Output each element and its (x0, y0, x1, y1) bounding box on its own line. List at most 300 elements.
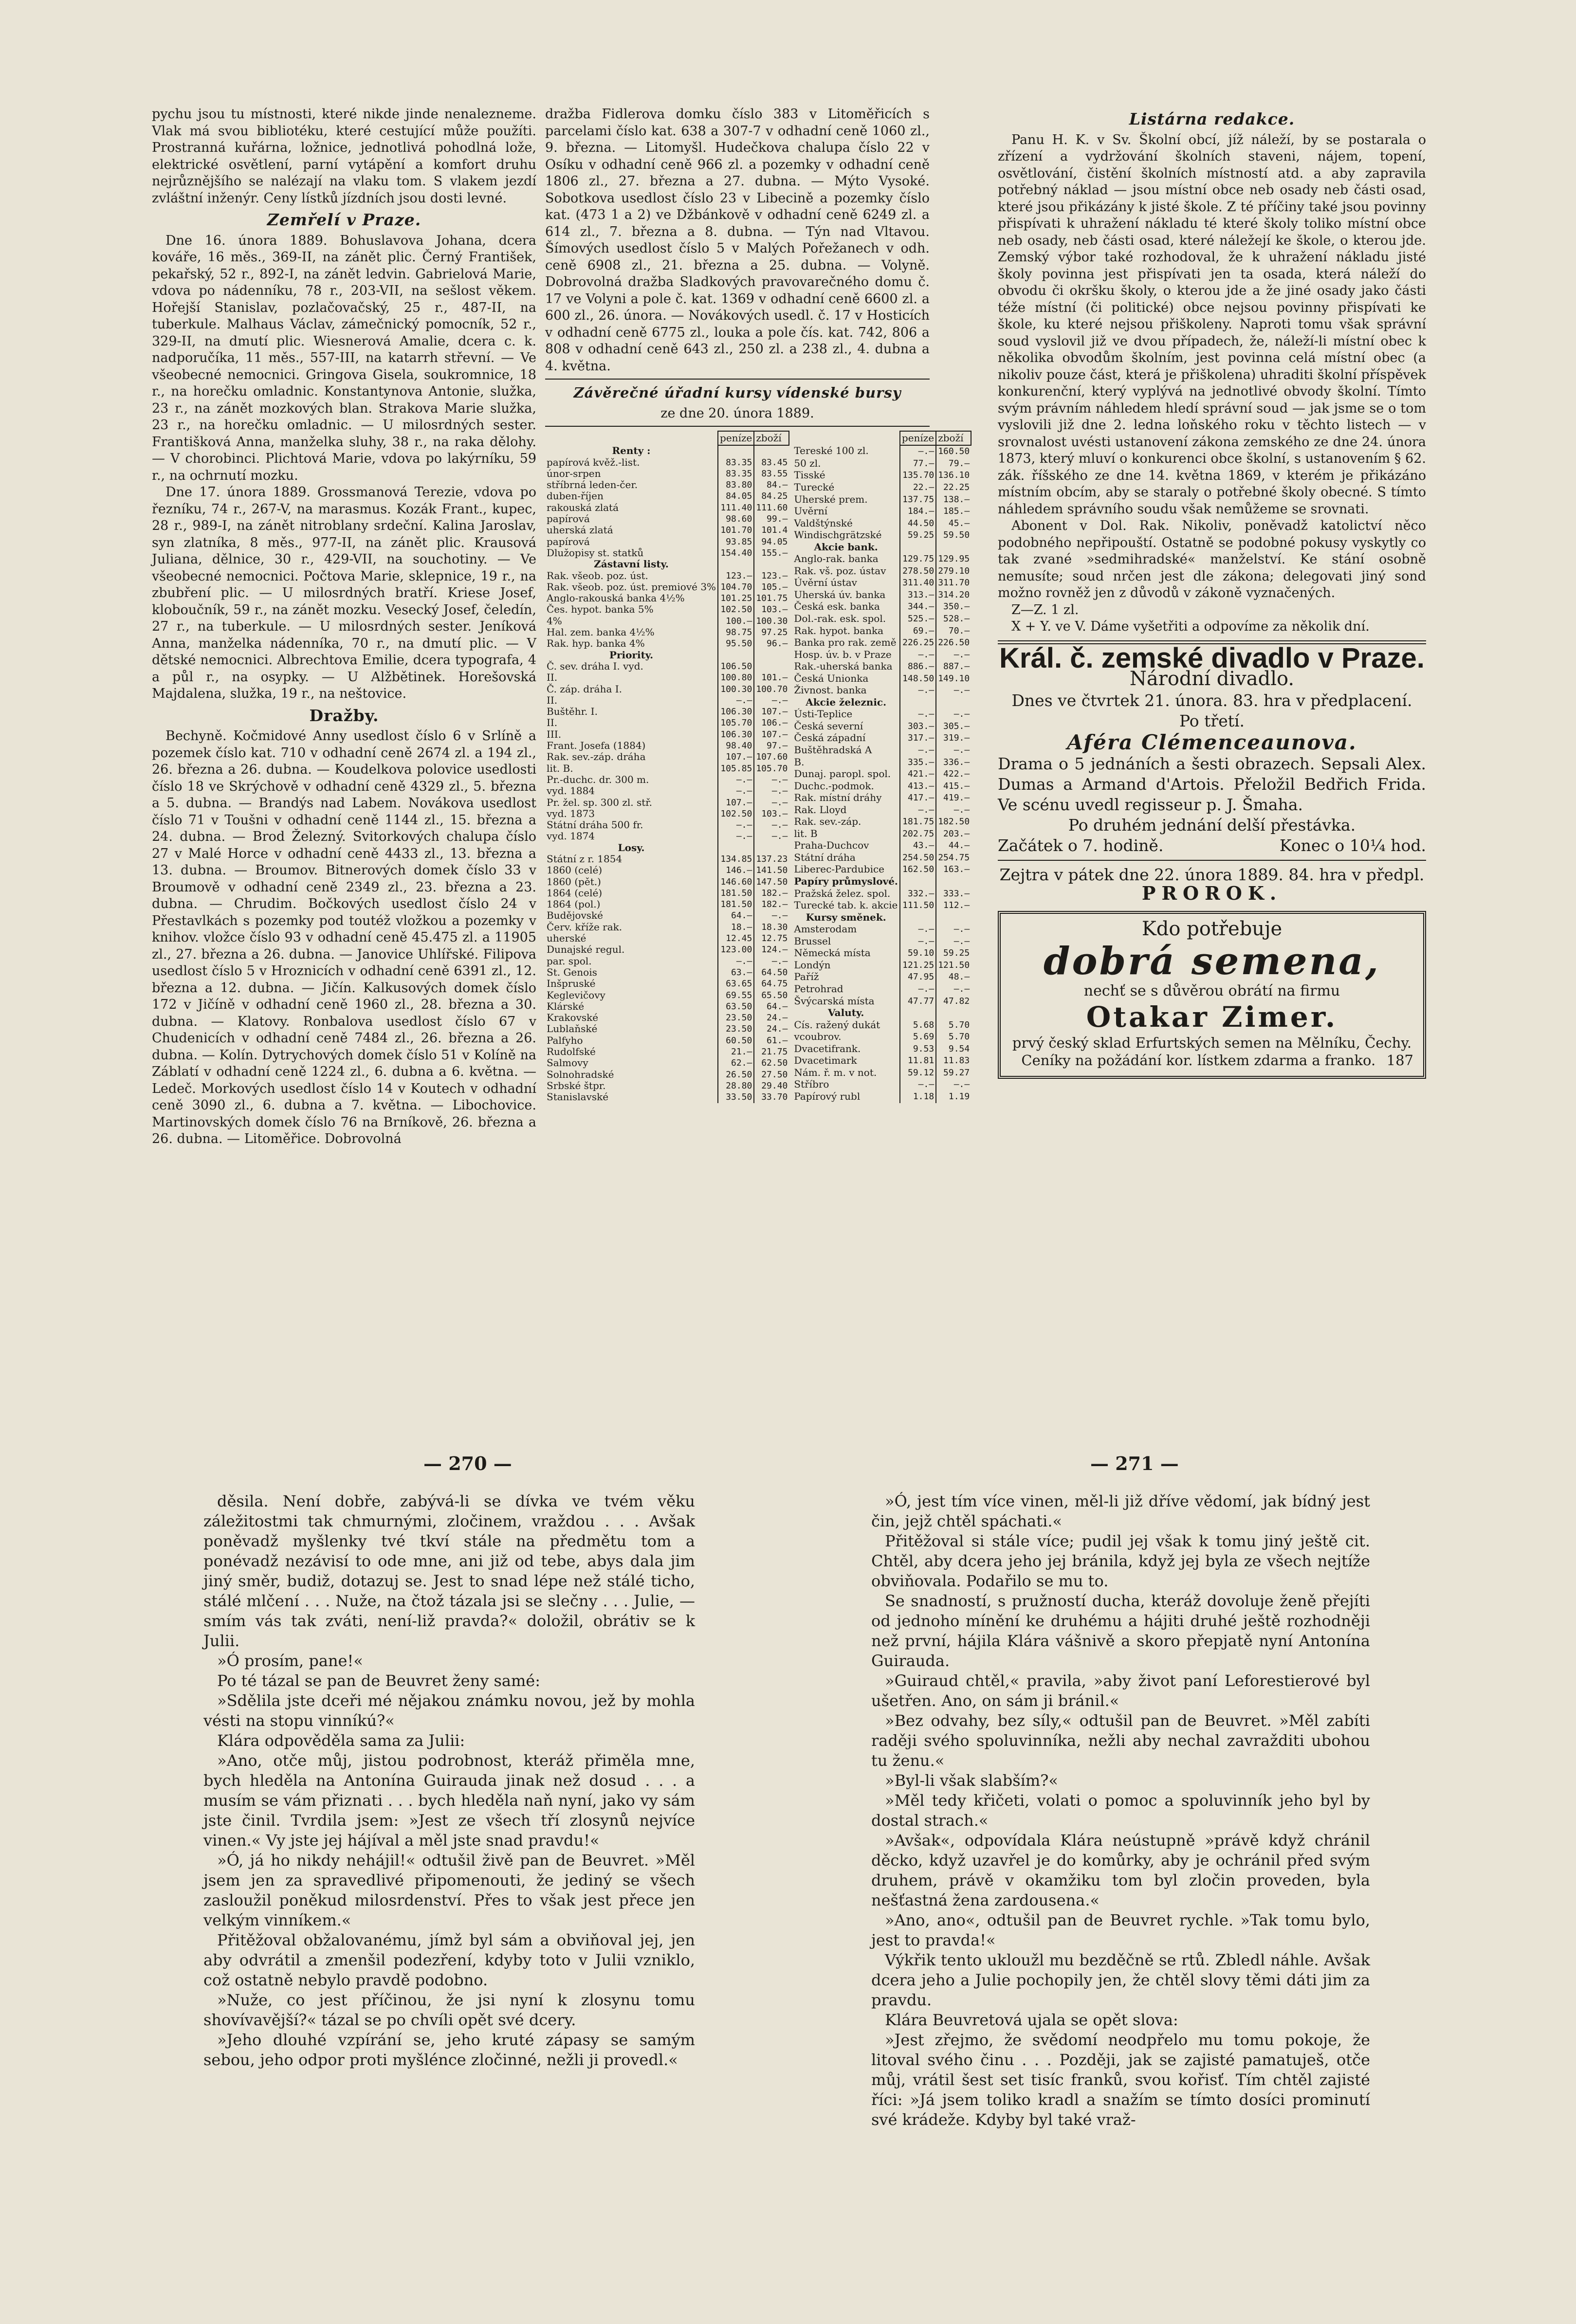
auctions-paragraph: Bechyně. Kočmidové Anny usedlost číslo 6 v Srlíně a pozemek číslo kat. 710 v odhadní ceně 2674 zl. a 194 zl., 26. března a 26. dubna. — Koudelkova polovice usedlosti číslo 18 ve Skrýchově v odhadní ceně 4329 zl., 5. března a 5. dubna. — Brandýs nad Labem. Novákova usedlost číslo 71 v Toušni v odhadní ceně 1144 zl., 15. března a 24. dubna. — Brod Železný. Svitorkových chalupa číslo 27 v Malé Horce v odhadní ceně 4433 zl., 13. března a 13. dubna. — Broumov. Bitnerových domek číslo 33 v Broumově v odhadní ceně 2349 zl., 23. března a 23. dubna. — Chrudim. Bočkových usedlost číslo 24 v Přestavlkách s pozemky pod toutéž vložkou a pozemky v knihov. vložce číslo 93 v odhadní ceně 45.475 zl. a 11905 zl., 27. března a 26. dubna. — Janovice Uhlířské. Filipova usedlost číslo 5 v Hroznicích v odhadní ceně 6391 zl., 12. března a 12. dubna. — Jičín. Kalkusových domek číslo 172 v Jičíně v odhadní ceně 1960 zl., 28. března a 30. dubna. — Klatovy. Ronbalova usedlost číslo 67 v Chudenicích v odhadní ceně 7484 zl., 26. března a 26. dubna. — Kolín. Dytrychových domek číslo 51 v Kolíně na Záblatí v odhadní ceně 1224 zl., 6. dubna a 6. května. — Ledeč. Morkových usedlost číslo 14 v Koutech v odhadní ceně 3090 zl., 6. dubna a 7. května. — Libochovice. Martinovských domek číslo 76 na Brníkově, 26. března a 26. dubna. — Litoměřice. Dobrovolná (152, 728, 536, 1146)
deaths-paragraph-2: Dne 17. února 1889. Grossmanová Terezie, vdova po řezníku, 74 r., 267-V, na marasmus. Kozák Frant., kupec, 28 r., 989-I, na zánět nitroblany srdeční. Kalina Jaroslav, syn zlatníka, 8 měs., 977-II, na zánět plic. Krausová Juliana, dělnice, 30 r., 429-VII, na souchotiny. — Ve všeobecné nemocnici. Počtova Marie, sklepnice, 19 r., na zbubření plic. — U milosrdných bratří. Kriese Josef, kloboučník, 59 r., na zánět mozku. Vesecký Josef, čeledín, 27 r., na tuberkule. — U milosrdných sester. Jeníková Anna, manželka nádenníka, 70 r., na dmutí plic. — V dětské nemocnici. Albrechtova Emilie, dcera typografa, 4 a půl r., na osypky. — U Alžbětinek. Horešovská Majdalena, služka, 19 r., na neštovice. (152, 485, 536, 701)
bourse-value-zbozi (936, 912, 971, 924)
bourse-row (792, 924, 971, 936)
bourse-row (545, 1057, 789, 1069)
bourse-row (545, 445, 789, 456)
bourse-row (545, 684, 789, 695)
bourse-table-left (545, 431, 789, 1103)
bourse-row (545, 876, 789, 888)
deaths-heading: Zemřelí v Praze. (267, 210, 421, 229)
theatre-performance-count: Po třetí. (1179, 711, 1245, 730)
bourse-row (545, 842, 789, 853)
bourse-item-name: Česká Unionka (794, 672, 869, 684)
bourse-value-zbozi: —.— (754, 785, 789, 797)
bourse-value-penize: —.— (900, 708, 936, 721)
bourse-value-penize: 83.35 (718, 457, 754, 468)
bourse-item-name: Kursy směnek. (806, 911, 886, 923)
bourse-item-name: Stříbro (794, 1078, 829, 1090)
bourse-item-name: rakouská zlatá (547, 501, 619, 513)
bourse-row (792, 971, 971, 983)
bourse-value-penize: 303.— (900, 721, 936, 733)
bourse-value-penize: 181.50 (718, 888, 754, 899)
bourse-row (792, 445, 971, 458)
bourse-value-penize: 62.— (718, 1057, 754, 1069)
bourse-item-name: Banka pro rak. země (794, 636, 897, 649)
bourse-value-zbozi: 1.19 (936, 1091, 971, 1103)
bourse-row (792, 494, 971, 506)
bourse-value-zbozi: 103.— (754, 604, 789, 615)
bourse-value-zbozi: 47.82 (936, 996, 971, 1008)
bourse-item-name: Rak.-uherská banka (794, 660, 893, 672)
deaths-paragraph-1: Dne 16. února 1889. Bohuslavova Johana, dcera kováře, 16 měs., 369-II, na zánět plic. Černý František, pekařský, 52 r., 892-I, na zánět ledvin. Gabrielová Marie, vdova po nádenníku, 78 r., 203-VII, na sešlost věkem. Hořejší Stanislav, pozlačovačský, 25 r., 487-II, na tuberkule. Malhaus Václav, zámečnický pomocník, 52 r., 329-II, na dmutí plic. Wiesnerová Amalie, dcera c. k. nadporučíka, 11 měs., 557-III, na katarrh střevní. — Ve všeobecné nemocnici. Gringova Gisela, soukromnice, 18 r., na horečku omladnic. Konstantynova Antonie, služka, 23 r., na zánět mozkových blan. Strakova Marie služka, 23 r., na horečku omladnic. — U milosrdných sester. Františková Anna, manželka sluhy, 38 r., na raka dělohy. — V chorobinci. Plichtová Marie, vdova po lakýrníku, 59 r., na ochrnutí mozku. (152, 233, 536, 483)
bourse-row (545, 922, 789, 933)
bourse-row (792, 470, 971, 482)
bourse-value-zbozi: —.— (936, 708, 971, 721)
bourse-value-penize: 107.— (718, 751, 754, 763)
bourse-value-zbozi: 336.— (936, 757, 971, 769)
listarna-paragraph-3: Z—Z. 1 zl. (1011, 602, 1079, 617)
bourse-value-zbozi: 419.— (936, 792, 971, 804)
bourse-value-penize: 311.40 (900, 577, 936, 589)
bourse-value-zbozi: 182.50 (936, 816, 971, 828)
column-2 (545, 106, 970, 1103)
bourse-row (545, 910, 789, 921)
bourse-value-zbozi: —.— (936, 649, 971, 661)
bourse-value-penize: 21.— (718, 1046, 754, 1057)
bourse-value-zbozi: —.— (754, 819, 789, 831)
bourse-value-penize: 5.69 (900, 1031, 936, 1043)
bourse-value-zbozi: 163.— (936, 864, 971, 876)
bourse-row (545, 933, 789, 944)
bourse-value-zbozi: 105.70 (754, 763, 789, 774)
bourse-item-name: 4% (547, 615, 562, 627)
column-3 (998, 106, 1426, 1079)
bourse-item-name: uherská zlatá (547, 524, 613, 536)
bourse-row (545, 706, 789, 717)
ad-line-1: Kdo potřebuje (1141, 917, 1283, 940)
bourse-value-zbozi: 121.50 (936, 960, 971, 972)
bourse-row (545, 536, 789, 547)
bourse-row (545, 831, 789, 842)
bourse-item-name: vcoubrov. (794, 1031, 842, 1043)
bourse-value-penize: 137.75 (900, 494, 936, 506)
bourse-value-zbozi: 137.23 (754, 853, 789, 865)
bourse-value-zbozi: 149.10 (936, 673, 971, 685)
theatre-next-play: PROROK. (1141, 882, 1283, 904)
bourse-item-name: Německá místa (794, 947, 871, 959)
bourse-row (545, 593, 789, 604)
bourse-item-name: uherské (547, 932, 586, 944)
bourse-item-name: vyd. 1874 (547, 830, 595, 842)
ad-details-text: prvý český sklad Erfurtských semen na Mělníku, Čechy. Ceníky na požádání kor. lístkem zdarma a franko. (1012, 1034, 1412, 1069)
bourse-value-penize: 181.50 (718, 899, 754, 910)
bourse-item-name: B. (794, 756, 805, 768)
bourse-value-zbozi: 141.50 (754, 865, 789, 876)
bourse-row (545, 1023, 789, 1035)
bourse-item-name: vyd. 1873 (547, 807, 595, 819)
bourse-value-zbozi: 29.40 (754, 1080, 789, 1091)
novel-paragraph: »Ó, jest tím více vinen, měl-li již dříve vědomí, jak bídný jest čin, jejž chtěl spáchati.« (871, 1492, 1370, 1530)
novel-paragraph: Klára Beuvretová ujala se opět slova: (885, 2011, 1178, 2029)
bourse-value-zbozi: 203.— (936, 828, 971, 840)
bourse-value-penize: —.— (718, 956, 754, 967)
bourse-value-penize: 202.75 (900, 828, 936, 840)
bourse-value-penize: 1.18 (900, 1091, 936, 1103)
bourse-value-zbozi: 101.— (754, 672, 789, 683)
bourse-value-penize: 59.25 (900, 529, 936, 542)
bourse-item-name: papírová (547, 535, 590, 547)
column-header-zbozi: zboží (936, 431, 971, 445)
novel-paragraph: »Jest zřejmo, že svědomí neodpřelo mu tomu pokoje, že litoval svého činu . . . Později, jak se zajisté pamatuješ, otče můj, vrátil šest set tisíc franků, svou kořisť. Tím chtěl zajisté říci: »Já jsem toliko kradl a snažím se tímto dosíci prominutí své krádeže. Kdyby byl také vraž- (871, 2031, 1370, 2129)
novel-paragraph: Výkřik tento ukloužl mu bezděčně se rtů. Zbledl náhle. Avšak dcera jeho a Julie pochopily jen, že chtěl slovy těmi dáti jim za pravdu. (871, 1951, 1370, 2009)
bourse-item-name: papírová kvěž.-list. (547, 456, 640, 468)
bourse-item-name: Tereské 100 zl. (794, 445, 869, 457)
bourse-row (792, 732, 971, 744)
bourse-item-name: 1864 (celé) (547, 887, 603, 899)
bourse-value-penize: 105.70 (718, 717, 754, 728)
novel-paragraph: »Ó, já ho nikdy nehájil!« odtušil živě pan de Beuvret. »Měl jsem jen za spravedlivé připomenouti, že jediný se všech zasloužil poněkud milosrdenství. Přes to však jest přece jen velkým vinníkem.« (203, 1851, 695, 1929)
bourse-value-zbozi: 64.50 (754, 967, 789, 978)
bourse-row (792, 936, 971, 948)
bourse-item-name: Rak. hypot. banka (794, 624, 884, 636)
bourse-item-name: Ústi-Teplice (794, 708, 853, 720)
bourse-row (545, 627, 789, 638)
bourse-item-name: Liberec-Pardubice (794, 863, 885, 875)
intro-paragraph: pychu jsou tu místnosti, které nikde jinde nenalezneme. Vlak má svou bibliotéku, které cestující může použíti. Prostranná kuřárna, ložnice, jednotlivá pohodlná lože, elektrické osvětlení, parní vytápění a komfort druhu nejrůznějšího se nalézají na vlaku tom. S vlakem jezdí zvláštní inženýr. Ceny lístků jízdních jsou dosti levné. (152, 107, 536, 206)
bourse-row (792, 506, 971, 518)
bourse-item-name: II. (547, 672, 558, 684)
bourse-item-name: Amsterodam (794, 923, 857, 935)
bourse-value-penize: 44.50 (900, 518, 936, 530)
bourse-row (545, 559, 789, 570)
bourse-item-name: Buštěhr. I. (547, 706, 598, 718)
bourse-item-name: Dunaj. paropl. spol. (794, 768, 891, 780)
bourse-row (792, 757, 971, 769)
bourse-value-penize: 33.50 (718, 1091, 754, 1103)
bourse-item-name: lit. B. (547, 762, 573, 774)
bourse-value-penize: 9.53 (900, 1043, 936, 1055)
bourse-value-zbozi: 65.50 (754, 990, 789, 1001)
bourse-value-penize: 43.— (900, 840, 936, 852)
bourse-value-penize: 162.50 (900, 864, 936, 876)
bourse-item-name: Státní dráha 500 fr. (547, 819, 643, 831)
bourse-row (792, 613, 971, 625)
bourse-value-penize (718, 650, 754, 661)
bourse-value-zbozi: 155.— (754, 547, 789, 559)
bourse-value-penize: 123.— (718, 570, 754, 581)
bourse-value-penize: —.— (900, 685, 936, 697)
bourse-value-penize: 148.50 (900, 673, 936, 685)
bourse-value-zbozi: 112.— (936, 900, 971, 912)
bourse-value-penize (900, 912, 936, 924)
bourse-value-penize (718, 445, 754, 456)
bourse-item-name: Hosp. úv. b. v Praze (794, 648, 892, 660)
listarna-paragraph-2: Abonent v Dol. Rak. Nikoliv, poněvadž katolictví něco podobného nepřipouští. Ostatně se podobné pokusy vyskytly co tak zvané »sedmihradské« manželství. Ke stání osobně nemusíte; soud nrčen jest dle zákona; delegovati jiný sond možno rovněž jen z důvodů v zákoně vyznačených. (998, 518, 1426, 600)
bourse-row (545, 616, 789, 627)
bourse-row (545, 547, 789, 559)
bourse-item-name: Nám. ř. m. v not. (794, 1066, 877, 1078)
bourse-row (792, 529, 971, 542)
bourse-item-name: Dvacetimark (794, 1054, 857, 1067)
listarna-paragraph-1: Panu H. K. v Sv. Školní obcí, jíž náleží, by se postarala o zřízení a vydržování školních staveni, nájem, topení, osvětlování, čistění školních místností atd. a aby zapravila potřebný náklad — jsou místní obce neb osady neb části osad, které jsou přikázány k jisté škole. Z té příčiny také jsou povinny přispívati k uhražení nákladu té které školy toliko místní obce neb osady, neb části osad, které náležejí ke škole, o kterou jde. Zemský výbor také rozhodoval, že k uhražení nákladu jisté školy povinna jest přispívati jen ta osada, která náleží do obvodu či okršku školy, o kterou jde a že jiné osady jako části téže místní (či politické) obce nejsou povinny přispívati ke škole, ku které nejsou přiškoleny. Naproti tomu však správní soud vyslovil již ve dvou případech, že, náleží-li místní obec k několika obvodům školním, jest povinna celá místní obec (a nikoliv pouze část, která je přiškolena) uhraditi školní příspěvek konkurenční, který vyplývá na jednotlivé obvody školní. Tímto svým právním náhledem hledí správní soud — jak jsme se o tom vyslovili již dne 2. ledna loňského roku v těchto listech — v srovnalost uvésti ustanovení zákona zemského ze dne 24. února 1873, který mluví o konkurenci obce školní, s ustanovením § 62. zák. říšského ze dne 14. května 1869, v kterém je přikázáno místním obcím, aby se staraly o potřebné školy obecné. S tímto náhledem správního soudu však nemůžeme se srovnati. (998, 132, 1426, 517)
bourse-item-name: 50 zl. (794, 457, 821, 469)
bourse-item-name: Červ. kříže rak. (547, 921, 623, 933)
ad-headline: dobrá semena, (1044, 939, 1380, 983)
bourse-item-name: Úvěrní ústav (794, 577, 857, 589)
bourse-row (545, 490, 789, 502)
bourse-value-zbozi (754, 661, 789, 672)
bourse-value-zbozi: 226.50 (936, 637, 971, 649)
bourse-row (792, 673, 971, 685)
bourse-value-zbozi: 97.— (754, 740, 789, 751)
bourse-value-penize: 278.50 (900, 565, 936, 578)
bourse-value-zbozi: 5.70 (936, 1031, 971, 1043)
bourse-value-penize: 98.60 (718, 513, 754, 525)
bourse-value-zbozi: 101.75 (754, 593, 789, 604)
bourse-value-zbozi: 22.25 (936, 482, 971, 494)
bourse-value-zbozi: 107.60 (754, 751, 789, 763)
bourse-row (545, 1080, 789, 1091)
bourse-value-zbozi: 64.75 (754, 978, 789, 989)
bourse-item-name: Uherské prem. (794, 493, 868, 505)
bourse-item-name: Valuty. (827, 1007, 864, 1019)
bourse-value-penize: 111.40 (718, 502, 754, 513)
novel-paragraph: »Avšak«, odpovídala Klára neústupně »právě když chránil děcko, když uzavřel je do komůrky, aby je ochránil před svým druhem, právě v okamžiku tom byl zločin proveden, byla nešťastná žena zardousena.« (871, 1831, 1370, 1909)
bourse-value-zbozi: 101.4 (754, 525, 789, 536)
bourse-value-penize: 181.75 (900, 816, 936, 828)
bourse-item-name: Krakovské (547, 1012, 599, 1024)
bourse-row (545, 1035, 789, 1046)
bourse-item-name: Buštěhradská A (794, 744, 872, 756)
bourse-value-penize (900, 697, 936, 709)
bourse-item-name: St. Genois (547, 966, 597, 978)
bourse-row (545, 604, 789, 615)
page-number-right: — 271 — (1090, 1452, 1179, 1474)
bourse-value-zbozi: —.— (936, 1079, 971, 1091)
novel-paragraph: »Guiraud chtěl,« pravila, »aby život paní Leforestierové byl ušetřen. Ano, on sám ji bránil.« (871, 1671, 1370, 1710)
bourse-row (792, 1091, 971, 1103)
bourse-value-zbozi: 18.30 (754, 922, 789, 933)
bourse-value-penize: 313.— (900, 589, 936, 601)
bourse-value-penize: —.— (718, 774, 754, 785)
bourse-row (792, 840, 971, 852)
bourse-value-penize: 83.35 (718, 468, 754, 479)
bourse-value-penize: —.— (900, 983, 936, 996)
bourse-row (545, 650, 789, 661)
bourse-value-penize: 22.— (900, 482, 936, 494)
bourse-item-name: par. spol. (547, 955, 592, 967)
bourse-value-zbozi: 70.— (936, 625, 971, 637)
bourse-value-zbozi: —.— (754, 797, 789, 808)
bourse-value-penize: 123.00 (718, 944, 754, 955)
bourse-value-penize: 84.05 (718, 490, 754, 502)
seed-advertisement (998, 911, 1426, 1079)
bourse-item-name: Čes. hypot. banka 5% (547, 603, 654, 616)
bourse-row (545, 581, 789, 593)
bourse-value-zbozi: 24.— (754, 1023, 789, 1035)
bourse-row (792, 721, 971, 733)
bourse-value-zbozi: 45.— (936, 518, 971, 530)
bourse-item-name: 1860 (celé) (547, 864, 603, 876)
bourse-item-name: Renty : (612, 445, 651, 457)
bourse-value-penize: 63.50 (718, 1001, 754, 1012)
bourse-value-penize: 417.— (900, 792, 936, 804)
bourse-row (792, 697, 971, 709)
bourse-tables (545, 431, 970, 1103)
bourse-value-penize: 59.10 (900, 947, 936, 960)
bourse-value-zbozi: 96.— (754, 638, 789, 649)
bourse-row (792, 996, 971, 1008)
bourse-value-penize: 146.— (718, 865, 754, 876)
bourse-item-name: Č. záp. dráha I. (547, 683, 622, 695)
auctions-heading: Dražby. (309, 706, 379, 725)
bourse-value-zbozi: 94.05 (754, 536, 789, 547)
column-header-zbozi: zboží (754, 431, 789, 445)
bourse-value-penize: 69.— (900, 625, 936, 637)
bourse-value-penize: 317.— (900, 732, 936, 744)
bourse-value-zbozi: 333.— (936, 888, 971, 900)
bourse-item-name: Turecké tab. k. akcie (794, 899, 898, 911)
bourse-value-penize: 101.70 (718, 525, 754, 536)
bourse-value-penize: 47.95 (900, 971, 936, 983)
bourse-row (792, 1019, 971, 1032)
bourse-value-penize: 335.— (900, 757, 936, 769)
theatre-end: Konec o 10¼ hod. (1280, 836, 1426, 855)
bourse-row (545, 468, 789, 479)
novel-paragraph: »Ó prosím, pane!« (217, 1652, 363, 1670)
bourse-value-zbozi (936, 697, 971, 709)
bourse-row (545, 888, 789, 899)
bourse-value-penize: —.— (718, 695, 754, 706)
divider (545, 426, 930, 427)
bourse-value-zbozi: 33.70 (754, 1091, 789, 1103)
bourse-value-zbozi: 83.55 (754, 468, 789, 479)
bourse-value-penize: 100.80 (718, 672, 754, 683)
theatre-description: Drama o 5 jednáních a šesti obrazech. Sepsali Alex. Dumas a Armand d'Artois. Přeložil Bedřich Frida. Ve scénu uvedl regisseur p. J. Šmaha. (998, 754, 1426, 814)
bourse-value-penize: 5.68 (900, 1019, 936, 1032)
theatre-next-date: Zejtra v pátek dne 22. února 1889. 84. hra v předpl. (999, 865, 1425, 884)
bourse-item-name: Keglevičovy (547, 989, 605, 1001)
bourse-value-zbozi: —.— (936, 924, 971, 936)
bourse-value-zbozi: 59.50 (936, 529, 971, 542)
novel-paragraph: »Jeho dlouhé vzpírání se, jeho kruté zápasy se samým sebou, jeho odpor proti myšlénce zločinné, nežli ji provedl.« (203, 2031, 695, 2069)
bourse-row (792, 637, 971, 649)
bourse-row (545, 819, 789, 831)
bourse-row (792, 649, 971, 661)
bourse-item-name: Uvěrní (794, 505, 828, 517)
bourse-item-name: vyd. 1884 (547, 785, 595, 797)
bourse-row (545, 1046, 789, 1057)
bourse-item-name: Česká západní (794, 732, 866, 744)
bourse-value-penize: 23.50 (718, 1023, 754, 1035)
bourse-value-penize: 63.65 (718, 978, 754, 989)
bourse-item-name: Papírový rubl (794, 1090, 861, 1102)
bourse-row (545, 457, 789, 468)
bourse-item-name: Paříž (794, 971, 819, 983)
bourse-item-name: Č. sev. dráha I. vyd. (547, 660, 643, 672)
bourse-value-penize: 111.50 (900, 900, 936, 912)
bourse-row (792, 685, 971, 697)
bourse-item-name: Rak. hyp. banka 4% (547, 637, 645, 650)
bourse-item-name: Duchc.-podmok. (794, 780, 874, 792)
bourse-item-name: duben-říjen (547, 490, 604, 502)
bourse-item-name: Rak. místní dráhy (794, 792, 882, 804)
bourse-date: ze dne 20. února 1889. (660, 405, 814, 421)
bourse-value-zbozi: —.— (936, 983, 971, 996)
bourse-row (792, 804, 971, 817)
theatre-intermission: Po druhém jednání delší přestávka. (1068, 816, 1356, 835)
bourse-row (545, 808, 789, 819)
bourse-row (545, 797, 789, 808)
bourse-item-name: Pr. žel. sp. 300 zl. stř. (547, 796, 653, 808)
bourse-value-zbozi: 24.— (754, 1012, 789, 1023)
bourse-item-name: Srbské štpr. (547, 1079, 606, 1091)
bourse-value-zbozi: 129.95 (936, 553, 971, 565)
bourse-row (792, 1043, 971, 1055)
novel-paragraph: »Ano, ano«, odtušil pan de Beuvret rychle. »Tak tomu bylo, jest to pravda!« (871, 1911, 1370, 1949)
bourse-row (792, 960, 971, 972)
bourse-value-penize: 121.25 (900, 960, 936, 972)
bourse-value-zbozi: 5.70 (936, 1019, 971, 1032)
bourse-item-name: Pr.-duchc. dr. 300 m. (547, 773, 649, 785)
bourse-value-penize: 134.85 (718, 853, 754, 865)
bourse-value-penize (900, 1007, 936, 1019)
bourse-row (545, 638, 789, 649)
bourse-value-zbozi: 59.25 (936, 947, 971, 960)
novel-paragraph: »Nuže, co jest příčinou, že jsi nyní k zlosynu tomu shovívavější?« tázal se po chvíli opět své dcery. (203, 1991, 695, 2029)
bourse-row (792, 744, 971, 757)
bourse-item-name: Akcie železnic. (806, 696, 887, 708)
novel-column-right (871, 1491, 1370, 2130)
bourse-value-zbozi (936, 876, 971, 888)
bourse-value-penize: 18.— (718, 922, 754, 933)
bourse-item-name: Dvacetifrank. (794, 1042, 861, 1054)
bourse-item-name: Lublaňské (547, 1023, 598, 1035)
bourse-item-name: Živnost. banka (794, 684, 867, 696)
bourse-item-name: 1864 (pol.) (547, 898, 601, 910)
bourse-value-penize: 886.— (900, 661, 936, 673)
bourse-item-name: Petrohrad (794, 982, 843, 995)
bourse-value-zbozi: 160.50 (936, 445, 971, 458)
bourse-value-zbozi (754, 650, 789, 661)
bourse-row (792, 458, 971, 470)
bourse-value-penize: 107.— (718, 797, 754, 808)
bourse-heading: Závěrečné úřadní kursy vídenské bursy (573, 384, 901, 401)
novel-paragraph: Přitěžoval si stále více; pudil jej však k tomu jiný ještě cit. Chtěl, aby dcera jeho jej bránila, když jej byla ze všech nejtíže obviňovala. Podařilo se mu to. (871, 1532, 1370, 1590)
bourse-value-zbozi: 62.50 (754, 1057, 789, 1069)
bourse-item-name: Anglo-rak. banka (794, 553, 879, 565)
bourse-value-zbozi: 107.— (754, 706, 789, 717)
bourse-row (545, 1091, 789, 1103)
bourse-value-penize: 104.70 (718, 581, 754, 593)
bourse-row (545, 990, 789, 1001)
bourse-value-penize: 102.50 (718, 604, 754, 615)
bourse-value-zbozi (936, 1007, 971, 1019)
bourse-item-name: Klárské (547, 1000, 585, 1012)
bourse-value-zbozi: 48.— (936, 971, 971, 983)
bourse-value-zbozi: 350.— (936, 601, 971, 613)
bourse-item-name: Hal. zem. banka 4½% (547, 626, 655, 638)
bourse-item-name: Stanislavské (547, 1091, 609, 1103)
bourse-value-zbozi: 279.10 (936, 565, 971, 578)
bourse-item-name: Rak. všeob. poz. úst. premiové 3% (547, 581, 716, 593)
bourse-value-zbozi: —.— (936, 744, 971, 757)
bourse-value-zbozi: 84.25 (754, 490, 789, 502)
bourse-item-name: II. (547, 717, 558, 729)
bourse-item-name: Rak. všeob. poz. úst. (547, 569, 648, 581)
bourse-value-penize (718, 842, 754, 853)
bourse-item-name: únor-srpen (547, 467, 601, 479)
bourse-row (792, 816, 971, 828)
